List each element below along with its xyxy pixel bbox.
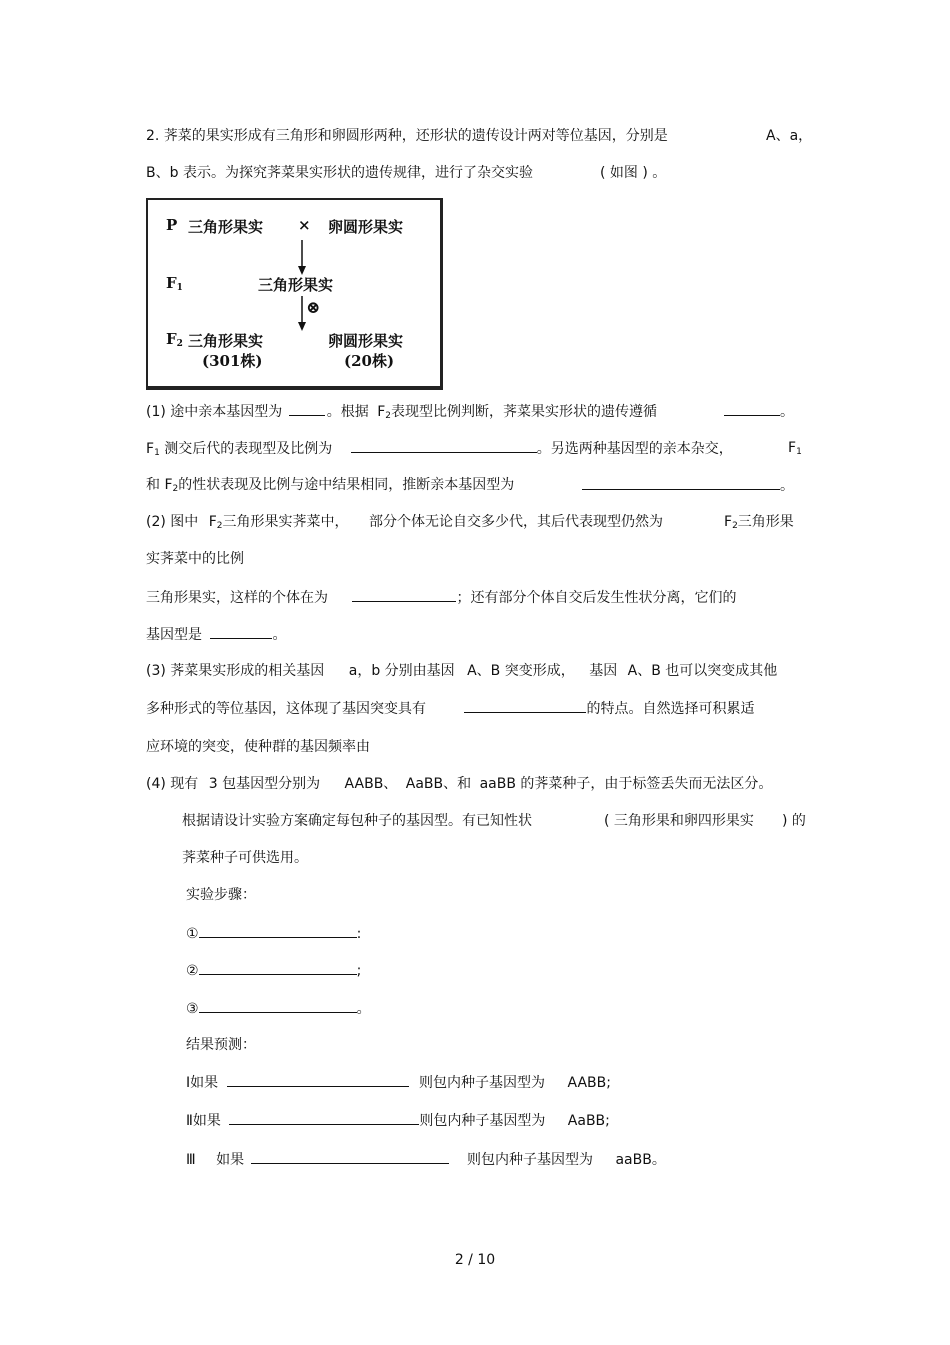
answer-blank[interactable] [289,402,325,416]
intro-figure-ref: ( 如图 ) 。 [600,165,667,181]
answer-blank[interactable] [582,476,780,490]
part2-line1: (2) 图中 $F_2$三角形果实荠菜中， 部分个体无论自交多少代，其后代表现型仍然为 [146,514,663,531]
steps-title: 实验步骤： [186,887,256,903]
part2-line2: 实荠菜中的比例 [146,551,244,567]
answer-blank[interactable] [199,999,357,1013]
answer-blank[interactable] [229,1111,419,1125]
part1-line1: (1) 途中亲本基因型为 。根据 $F_2$表现型比例判断，荠菜果实形状的遗传遵循 [146,404,657,421]
answer-blank[interactable] [352,588,456,602]
part4-line2-end: ) 的 [782,813,806,829]
fig-p-label: P [166,216,178,234]
answer-blank[interactable] [351,439,537,453]
fig-f2-left-count: (301株) [202,352,263,370]
fig-cross-symbol: × [298,216,311,234]
fig-f2-left: 三角形果实 [188,332,264,350]
answer-blank[interactable] [199,924,357,938]
answer-blank[interactable] [199,961,357,975]
part3-line3: 应环境的突变，使种群的基因频率由 [146,739,370,755]
page-number: 2 / 10 [454,1252,496,1268]
self-cross-icon: ⊗ [306,298,321,318]
part4-line2: 根据请设计实验方案确定每包种子的基因型。有已知性状 [182,813,532,829]
answer-blank[interactable] [227,1073,409,1087]
part1-line1-end: 。 [724,402,794,421]
result-title: 结果预测： [186,1037,256,1053]
part1-line2: $F_1$ 测交后代的表现型及比例为 。另选两种基因型的亲本杂交， [146,441,733,458]
part3-line2: 多种形式的等位基因，这体现了基因突变具有 的特点。自然选择可积累适 [146,701,755,717]
part4-known-traits: ( 三角形果和卵四形果实 [604,813,754,829]
fig-p-right: 卵圆形果实 [328,218,404,236]
step-2: ② ; [186,963,362,979]
fig-f1-text: 三角形果实 [258,276,334,294]
part2-line4: 基因型是 。 [146,627,287,643]
part3-line1: (3) 荠菜果实形成的相关基因 a，b 分别由基因 A、B 突变形成， 基因 A、B 也可以突变成其他 [146,663,778,679]
fig-f2-right: 卵圆形果实 [328,332,404,350]
part1-line2-end: $F_1$ [788,440,802,457]
fig-p-left: 三角形果实 [188,218,264,236]
part4-line1: (4) 现有 3 包基因型分别为 AABB、 AaBB、和 aaBB 的荠菜种子，由于标签丢失而无法区分。 [146,776,773,792]
part1-line3: 和 $F_2$的性状表现及比例与途中结果相同，推断亲本基因型为 [146,477,515,494]
fig-f2-right-count: (20株) [344,352,395,370]
down-arrow-icon [296,240,308,276]
answer-blank[interactable] [251,1150,449,1164]
cross-diagram [146,198,443,390]
answer-blank[interactable] [464,699,586,713]
part2-line1-end: $F_2$三角形果 [724,514,794,531]
step-3: ③ 。 [186,1001,371,1017]
answer-blank[interactable] [724,402,780,416]
fig-f1-label: $F_1$ [166,274,183,293]
result-2: Ⅱ如果 则包内种子基因型为 AaBB; [186,1113,610,1129]
intro-text: 2. 荠菜的果实形成有三角形和卵圆形两种，还形状的遗传设计两对等位基因，分别是 [146,128,668,144]
answer-blank[interactable] [210,625,272,639]
question-intro-line1 [146,127,668,145]
step-1: ① : [186,926,362,942]
result-3: Ⅲ 如果 则包内种子基因型为 aaBB。 [186,1152,666,1168]
fig-f2-label: $F_2$ [166,330,183,349]
result-1: Ⅰ如果 则包内种子基因型为 AABB; [186,1075,611,1091]
part1-line3-end: 。 [582,476,794,495]
part4-line3: 荠菜种子可供选用。 [182,850,308,866]
question-intro-line2: B、b 表示。为探究荠菜果实形状的遗传规律，进行了杂交实验 [146,165,533,181]
part2-line3: 三角形果实，这样的个体在为 ；还有部分个体自交后发生性状分离，它们的 [146,590,737,606]
intro-genes-a: A、a， [766,128,813,144]
